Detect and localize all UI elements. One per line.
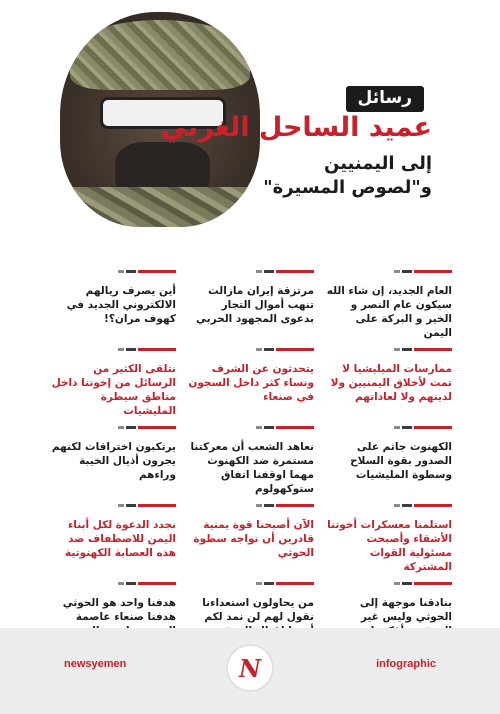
divider-ticks — [48, 348, 176, 356]
logo-letter: N — [239, 653, 261, 683]
footer-site-name: newsyemen — [64, 658, 127, 670]
message-text: مرتزقة إيران مازالت تنهب أموال التجار بدعوى المجهود الحربي — [196, 285, 314, 325]
message-text: الكهنوت جاثم على الصدور بقوة السلاح وسطوة المليشيات — [350, 441, 452, 481]
message-text: يرتكبون اختراقات لكنهم يجرون أذيال الخيبة وراءهم — [51, 441, 176, 481]
divider-ticks — [324, 348, 452, 356]
message-card — [186, 342, 314, 420]
divider-ticks — [48, 270, 176, 278]
footer-type-label: infographic — [376, 658, 436, 670]
subtitle-line-2: و"لصوص المسيرة" — [263, 177, 432, 198]
divider-ticks — [186, 582, 314, 590]
divider-ticks — [48, 582, 176, 590]
camo-shirt-shape — [60, 187, 260, 227]
message-card — [186, 420, 314, 498]
message-text: نتلقى الكثير من الرسائل من إخوتنا داخل مناطق سيطرة المليشيات — [51, 363, 176, 417]
divider-ticks — [48, 504, 176, 512]
message-text: هدفنا واحد هو الحوثي هدفنا صنعاء عاصمة — [62, 597, 176, 623]
message-card — [186, 498, 314, 576]
message-card — [48, 342, 176, 420]
divider-ticks — [186, 504, 314, 512]
message-text: نجدد الدعوة لكل أبناء اليمن للاصطفاف ضد هذه العصابة الكهنوتية — [65, 519, 176, 559]
divider-ticks — [186, 348, 314, 356]
message-card — [324, 342, 452, 420]
divider-ticks — [324, 270, 452, 278]
newsyemen-logo-icon — [228, 646, 272, 690]
subtitle-line-1: إلى اليمنيين — [324, 153, 432, 174]
divider-ticks — [48, 426, 176, 434]
footer-bar — [0, 628, 500, 714]
message-text: من يحاولون استعداءنا نقول لهم لن نمد لكم — [202, 597, 314, 623]
message-text: استلمنا معسكرات أخوتنا الأشقاء وأصبحت مسئولية القوات المشتركة — [327, 519, 452, 573]
divider-ticks — [324, 426, 452, 434]
divider-ticks — [186, 426, 314, 434]
messages-grid — [48, 264, 452, 654]
message-text: بنادقنا موجهة إلى الحوثي وليس غير — [359, 597, 452, 623]
message-text: أين يصرف ريالهم الالكتروني الجديد في كهوف مران؟! — [66, 285, 176, 325]
message-text: نعاهد الشعب أن معركتنا مستمرة ضد الكهنوت مهما اوقفنا اتفاق ستوكهولوم — [190, 441, 314, 495]
message-card — [324, 420, 452, 498]
divider-ticks — [186, 270, 314, 278]
message-text: العام الجديد، إن شاء الله سيكون عام النصر و الخير و البركة على اليمن — [326, 285, 452, 339]
divider-ticks — [324, 582, 452, 590]
message-card — [324, 264, 452, 342]
hat-shape — [70, 20, 250, 90]
message-card — [48, 498, 176, 576]
message-card — [186, 264, 314, 342]
message-card — [324, 498, 452, 576]
message-card — [48, 264, 176, 342]
divider-ticks — [324, 504, 452, 512]
message-text: الآن أصبحنا قوة يمنية قادرين أن نواجه سطوة الحوثي — [193, 519, 314, 559]
page-title: عميد الساحل الغربي — [160, 112, 432, 143]
message-card — [48, 420, 176, 498]
message-text: يتحدثون عن الشرف ونساء كثر داخل السجون في صنعاء — [188, 363, 314, 403]
message-text: ممارسات الميليشيا لا تمت لأخلاق اليمنيين ولا لدينهم ولا لعاداتهم — [330, 363, 452, 403]
messages-tag: رسائل — [346, 86, 424, 112]
